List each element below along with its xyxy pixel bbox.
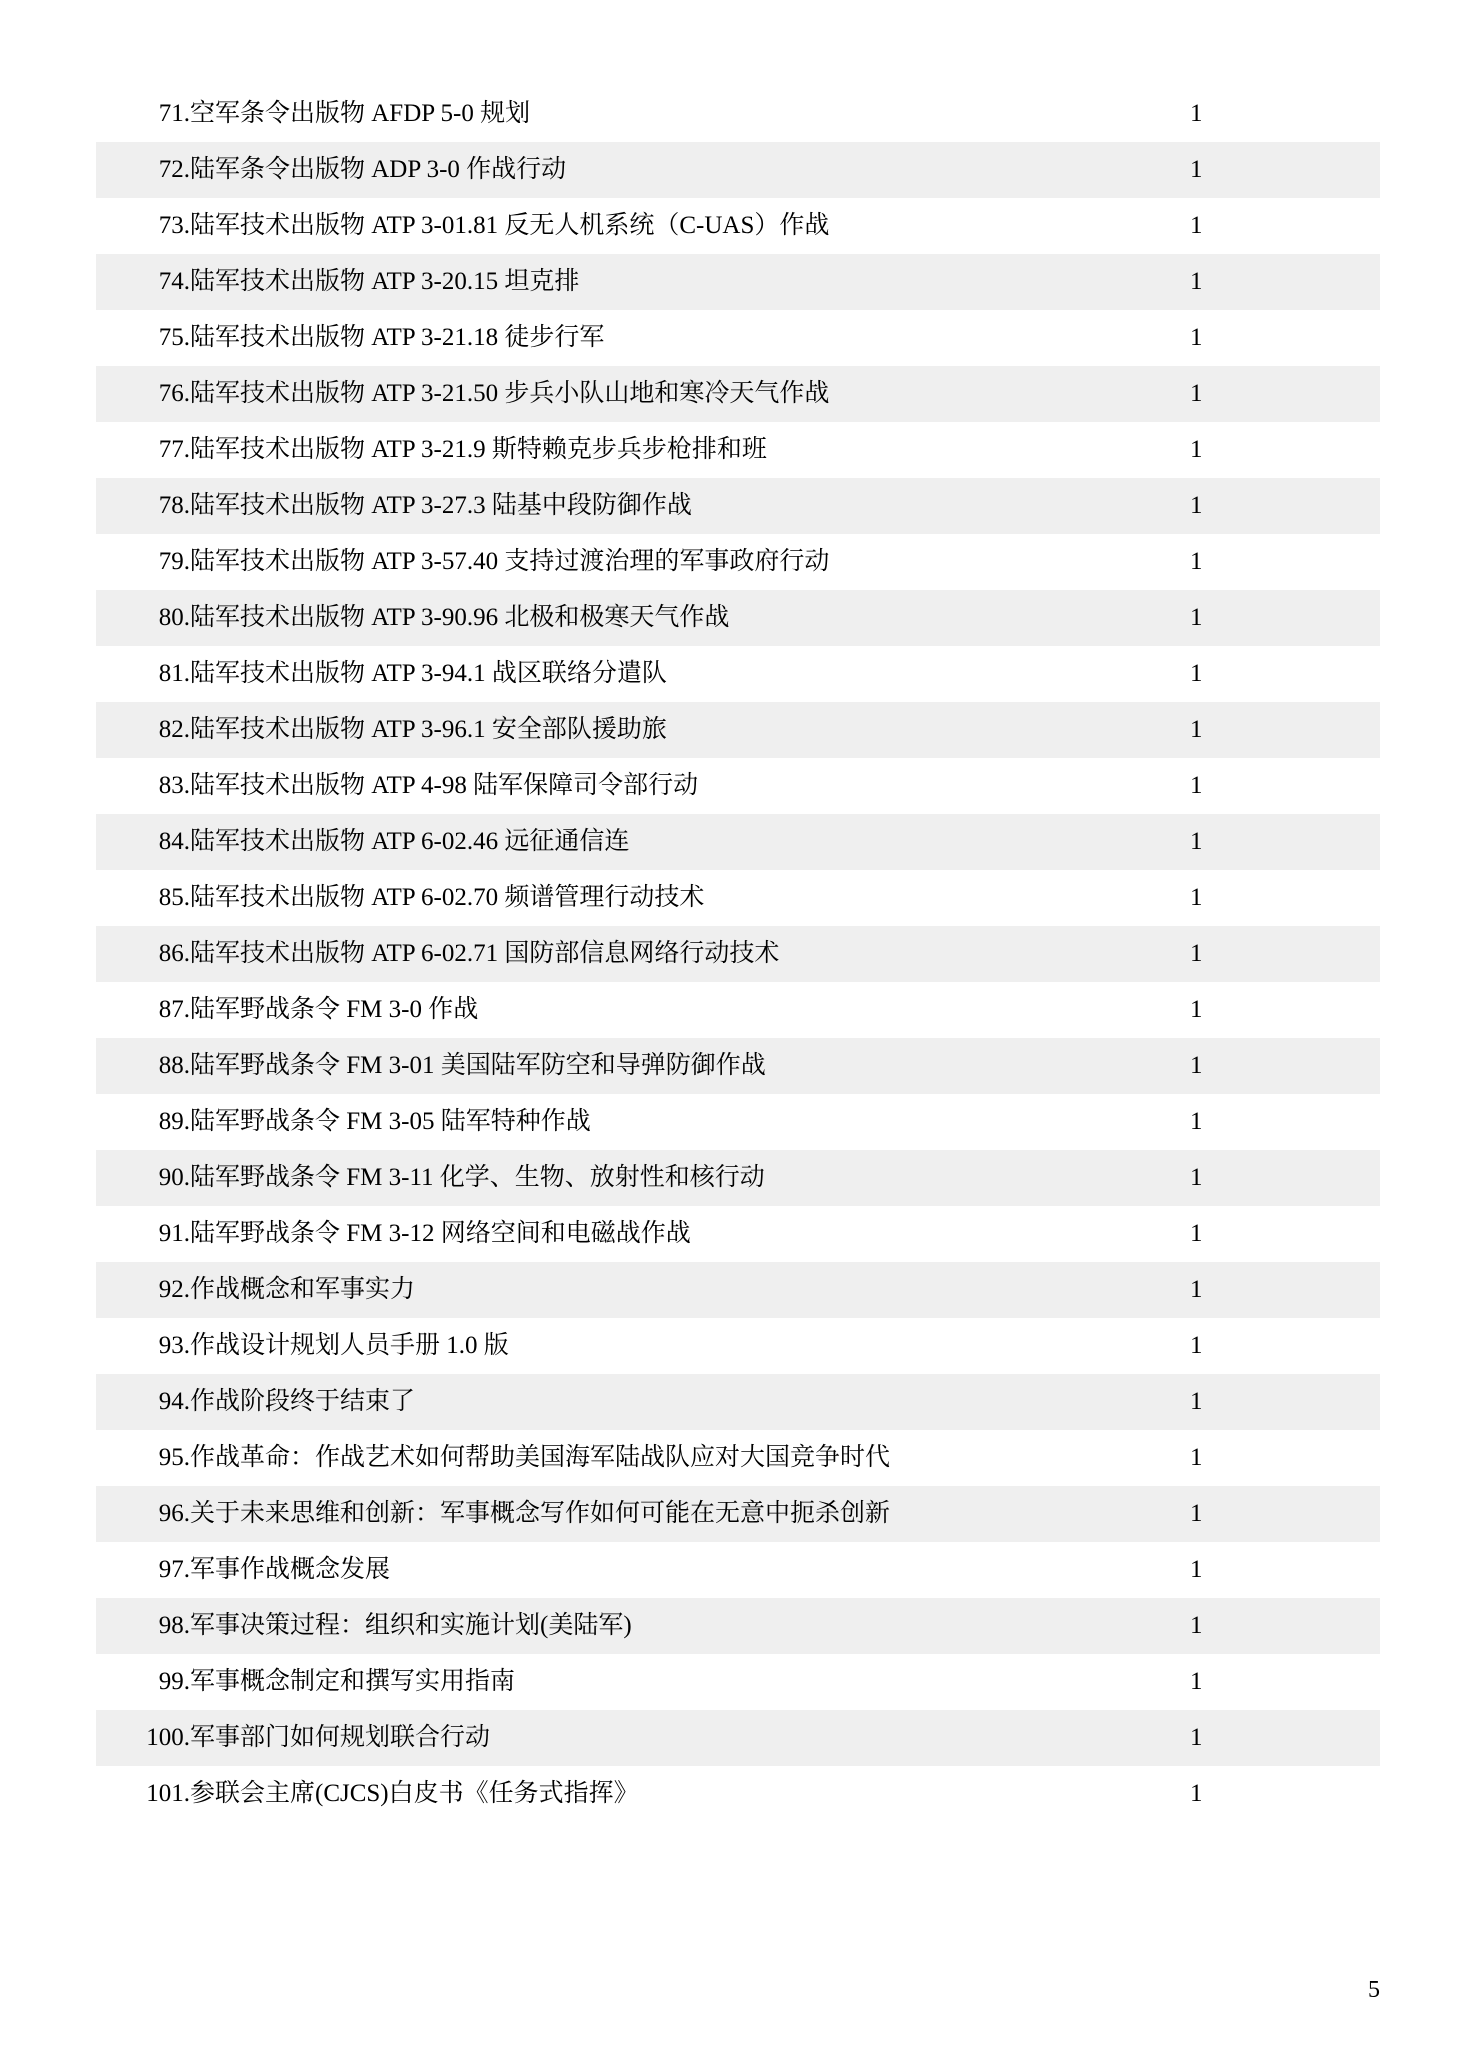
row-count: 1 [1190,828,1203,856]
row-index: 71. [158,100,190,128]
row-title: 关于未来思维和创新：军事概念写作如何可能在无意中扼杀创新 [190,1500,891,1528]
table-row [96,646,1380,702]
table-row [96,1038,1380,1094]
row-index: 96. [158,1500,190,1528]
table-row [96,982,1380,1038]
row-title: 作战设计规划人员手册 1.0 版 [190,1332,509,1360]
row-title: 陆军野战条令 FM 3-11 化学、生物、放射性和核行动 [190,1164,765,1192]
table-row [96,1318,1380,1374]
row-index: 81. [158,660,190,688]
row-count: 1 [1190,1388,1203,1416]
row-title: 陆军条令出版物 ADP 3-0 作战行动 [190,156,567,184]
table-row [96,758,1380,814]
row-count: 1 [1190,1276,1203,1304]
row-title: 军事作战概念发展 [190,1556,391,1584]
row-count: 1 [1190,380,1203,408]
row-index: 90. [158,1164,190,1192]
row-index: 100. [146,1724,190,1752]
row-title: 陆军技术出版物 ATP 6-02.71 国防部信息网络行动技术 [190,940,780,968]
row-title: 陆军技术出版物 ATP 6-02.70 频谱管理行动技术 [190,884,705,912]
row-index: 87. [158,996,190,1024]
row-count: 1 [1190,1612,1203,1640]
table-row [96,870,1380,926]
row-index: 98. [158,1612,190,1640]
row-count: 1 [1190,716,1203,744]
row-title: 陆军野战条令 FM 3-12 网络空间和电磁战作战 [190,1220,691,1248]
row-title: 作战概念和军事实力 [190,1276,416,1304]
row-count: 1 [1190,660,1203,688]
row-title: 陆军技术出版物 ATP 3-01.81 反无人机系统（C-UAS）作战 [190,212,830,240]
row-count: 1 [1190,1500,1203,1528]
table-row [96,1542,1380,1598]
row-count: 1 [1190,996,1203,1024]
row-index: 78. [158,492,190,520]
row-count: 1 [1190,1444,1203,1472]
row-title: 陆军技术出版物 ATP 6-02.46 远征通信连 [190,828,630,856]
row-title: 陆军野战条令 FM 3-05 陆军特种作战 [190,1108,591,1136]
row-title: 军事部门如何规划联合行动 [190,1724,491,1752]
row-count: 1 [1190,1052,1203,1080]
row-count: 1 [1190,1780,1203,1808]
table-row [96,1094,1380,1150]
table-body [96,86,1380,1822]
row-index: 85. [158,884,190,912]
row-title: 军事决策过程：组织和实施计划(美陆军) [190,1612,632,1640]
row-index: 82. [158,716,190,744]
row-title: 陆军野战条令 FM 3-0 作战 [190,996,479,1024]
row-index: 92. [158,1276,190,1304]
table-row [96,1206,1380,1262]
table-row [96,1654,1380,1710]
row-index: 97. [158,1556,190,1584]
row-title: 陆军技术出版物 ATP 3-57.40 支持过渡治理的军事政府行动 [190,548,830,576]
row-count: 1 [1190,1724,1203,1752]
table-row [96,1430,1380,1486]
row-title: 陆军技术出版物 ATP 4-98 陆军保障司令部行动 [190,772,699,800]
table-row [96,590,1380,646]
row-index: 86. [158,940,190,968]
row-index: 88. [158,1052,190,1080]
table-row [96,1262,1380,1318]
row-title: 空军条令出版物 AFDP 5-0 规划 [190,100,531,128]
row-count: 1 [1190,548,1203,576]
publications-table [96,86,1380,1822]
row-count: 1 [1190,1668,1203,1696]
table-row [96,1486,1380,1542]
row-count: 1 [1190,1556,1203,1584]
row-count: 1 [1190,940,1203,968]
row-index: 101. [146,1780,190,1808]
row-count: 1 [1190,1220,1203,1248]
row-title: 陆军技术出版物 ATP 3-21.18 徒步行军 [190,324,605,352]
row-title: 陆军野战条令 FM 3-01 美国陆军防空和导弹防御作战 [190,1052,766,1080]
table-row [96,310,1380,366]
row-title: 陆军技术出版物 ATP 3-27.3 陆基中段防御作战 [190,492,692,520]
table-row [96,1598,1380,1654]
row-count: 1 [1190,604,1203,632]
table-row [96,926,1380,982]
row-index: 91. [158,1220,190,1248]
row-title: 参联会主席(CJCS)白皮书《任务式指挥》 [190,1780,639,1808]
row-count: 1 [1190,1332,1203,1360]
row-count: 1 [1190,1108,1203,1136]
row-index: 93. [158,1332,190,1360]
table-row [96,1374,1380,1430]
row-count: 1 [1190,324,1203,352]
row-index: 94. [158,1388,190,1416]
row-index: 99. [158,1668,190,1696]
table-row [96,142,1380,198]
row-count: 1 [1190,884,1203,912]
row-count: 1 [1190,436,1203,464]
row-index: 80. [158,604,190,632]
row-index: 77. [158,436,190,464]
table-row [96,254,1380,310]
row-title: 陆军技术出版物 ATP 3-20.15 坦克排 [190,268,580,296]
row-index: 83. [158,772,190,800]
row-title: 陆军技术出版物 ATP 3-96.1 安全部队援助旅 [190,716,667,744]
table-row [96,1710,1380,1766]
row-index: 74. [158,268,190,296]
row-title: 陆军技术出版物 ATP 3-90.96 北极和极寒天气作战 [190,604,730,632]
table-row [96,478,1380,534]
table-row [96,1766,1380,1822]
row-title: 作战阶段终于结束了 [190,1388,416,1416]
row-count: 1 [1190,212,1203,240]
row-title: 陆军技术出版物 ATP 3-94.1 战区联络分遣队 [190,660,667,688]
table-row [96,814,1380,870]
table-row [96,534,1380,590]
row-index: 84. [158,828,190,856]
table-row [96,1150,1380,1206]
row-index: 73. [158,212,190,240]
table-row [96,198,1380,254]
row-count: 1 [1190,268,1203,296]
row-count: 1 [1190,492,1203,520]
row-title: 陆军技术出版物 ATP 3-21.50 步兵小队山地和寒冷天气作战 [190,380,830,408]
table-row [96,422,1380,478]
row-index: 76. [158,380,190,408]
row-index: 72. [158,156,190,184]
table-row [96,702,1380,758]
row-count: 1 [1190,1164,1203,1192]
row-index: 89. [158,1108,190,1136]
page-number: 5 [1368,1977,1380,2003]
row-title: 作战革命：作战艺术如何帮助美国海军陆战队应对大国竞争时代 [190,1444,891,1472]
row-count: 1 [1190,156,1203,184]
row-title: 陆军技术出版物 ATP 3-21.9 斯特赖克步兵步枪排和班 [190,436,767,464]
table-row [96,366,1380,422]
row-index: 75. [158,324,190,352]
row-count: 1 [1190,100,1203,128]
row-index: 95. [158,1444,190,1472]
row-count: 1 [1190,772,1203,800]
row-index: 79. [158,548,190,576]
row-title: 军事概念制定和撰写实用指南 [190,1668,516,1696]
table-row [96,86,1380,142]
